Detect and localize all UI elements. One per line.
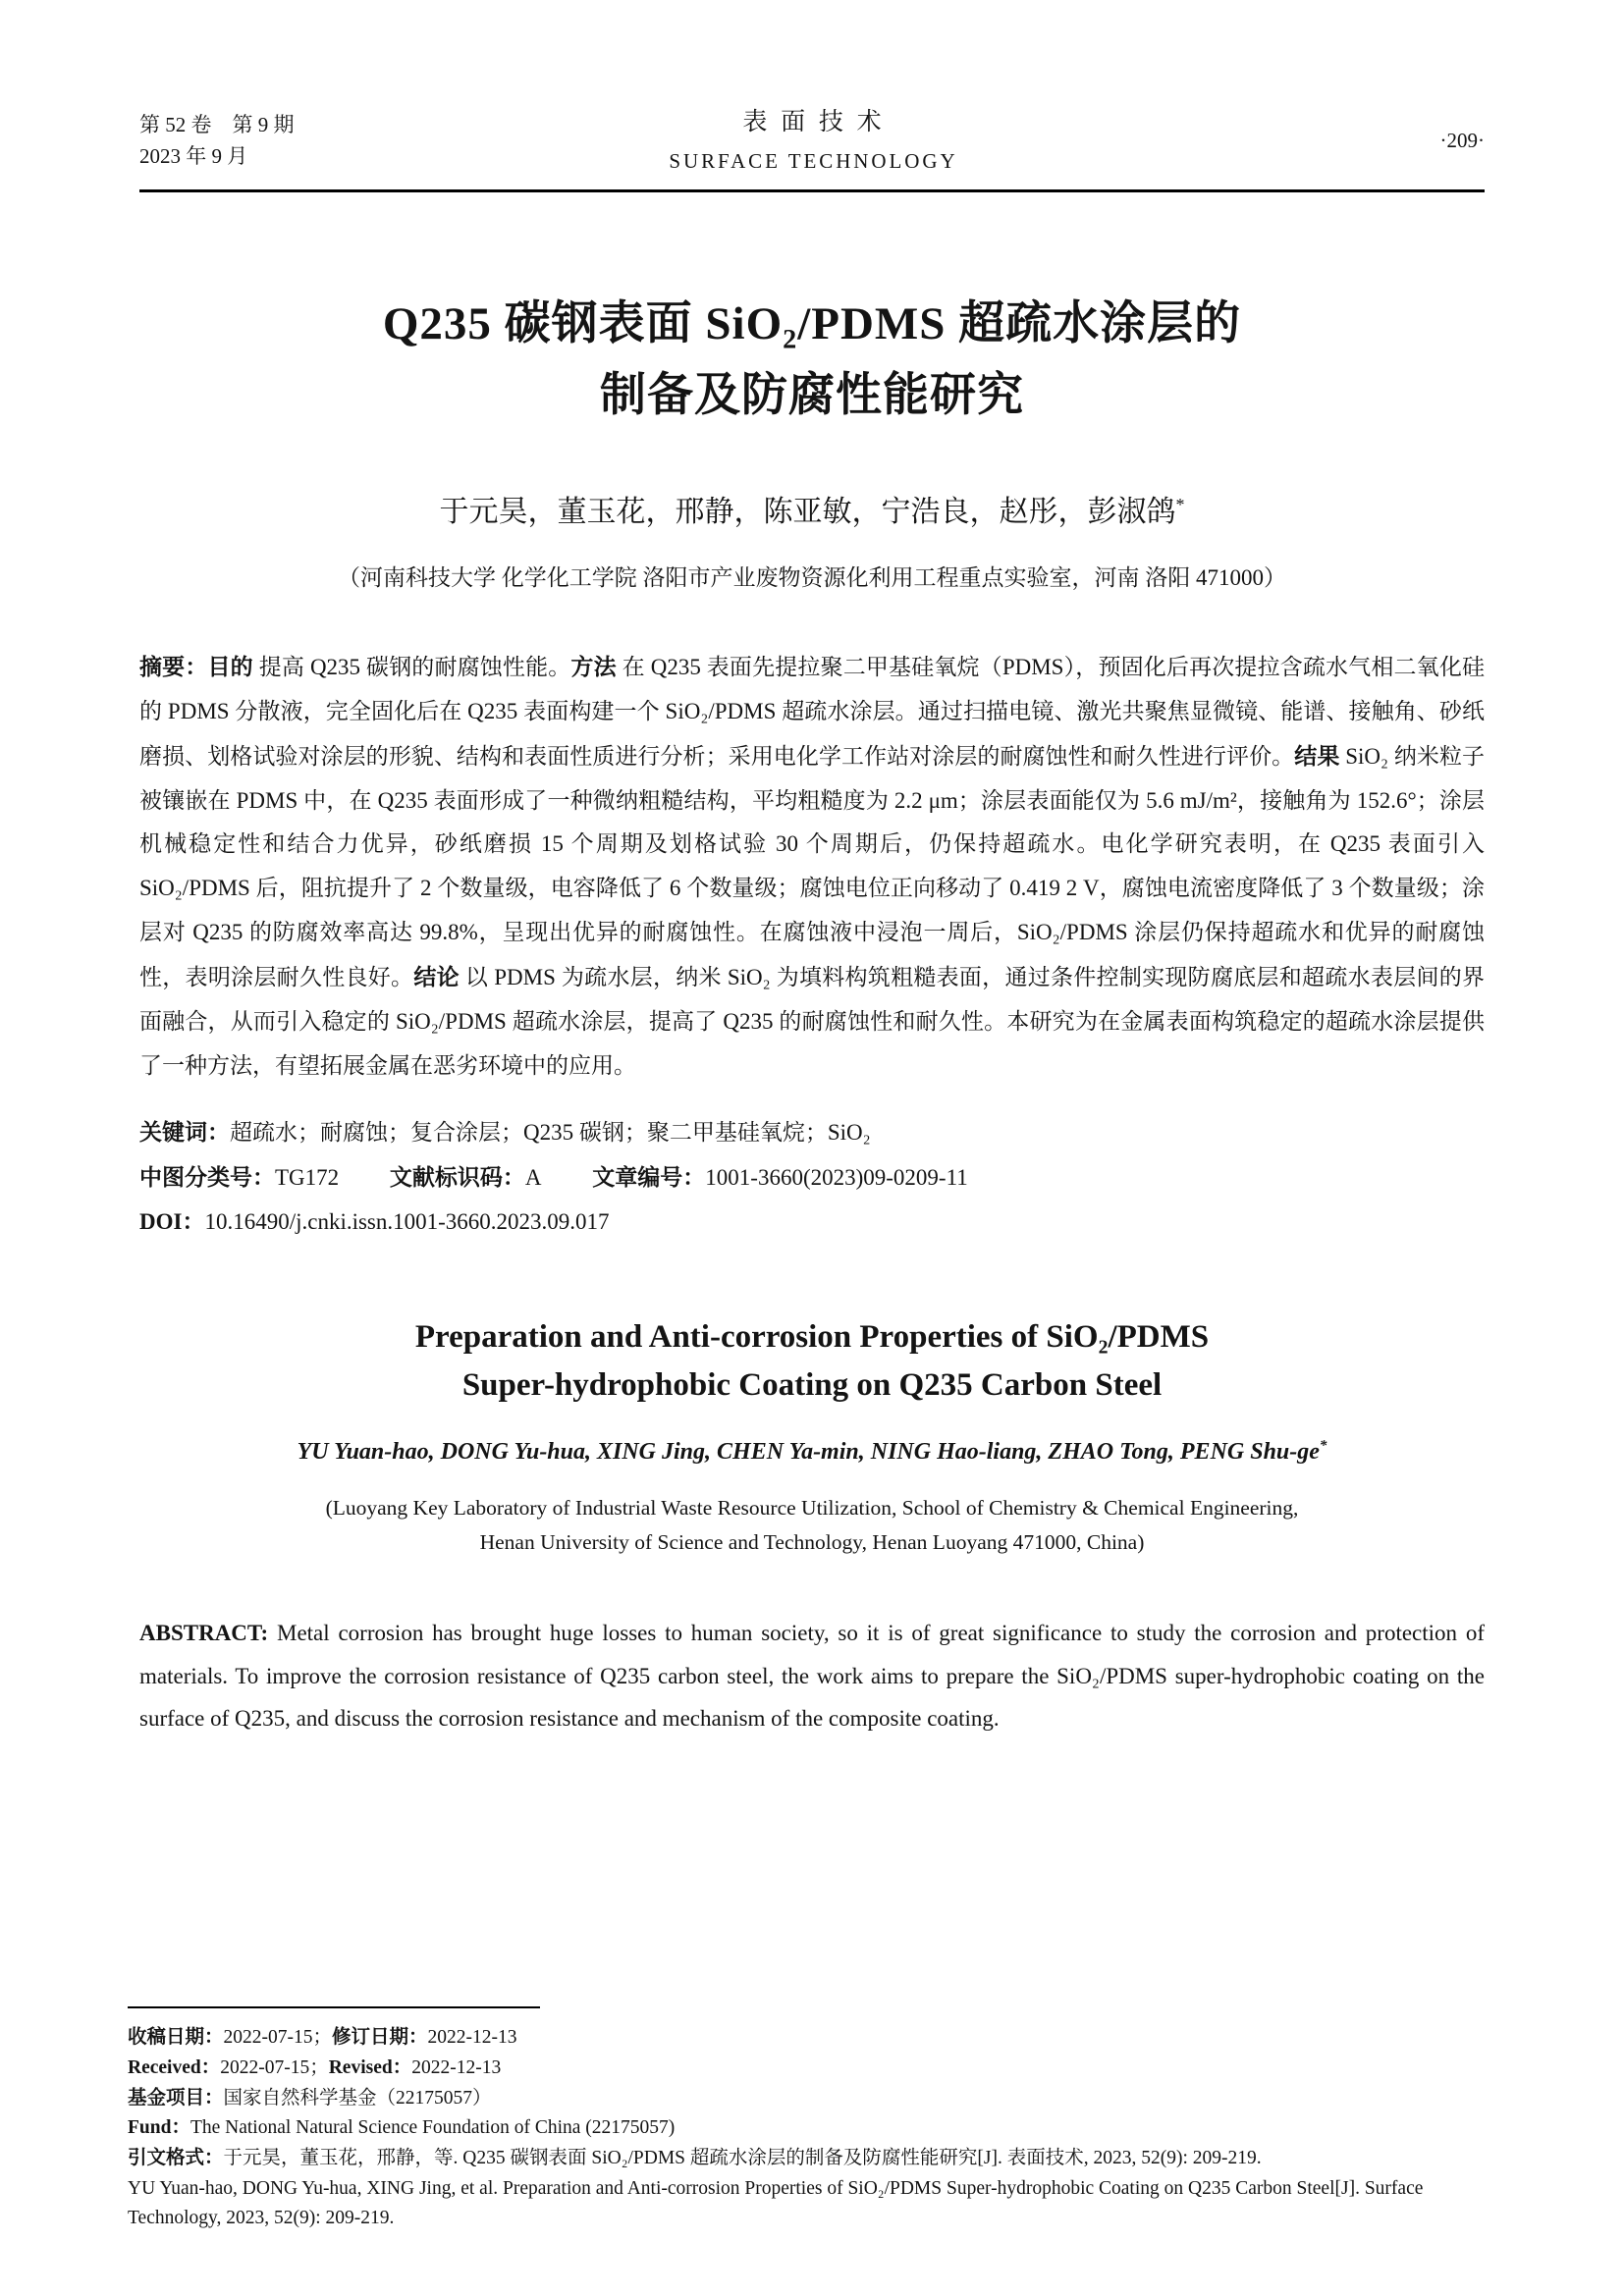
article-title-cn-line2: 制备及防腐性能研究 [600,370,1024,422]
abstract-objective-label: 目的 [207,653,253,679]
fund-line [128,2083,1492,2113]
article-title-cn [139,289,1485,432]
revised-date: 2022-12-13 [427,2027,517,2049]
received-en-label: Received： [128,2056,221,2078]
doi-line [139,1201,1485,1245]
received-revised-line-en [128,2054,1492,2083]
revised-label: 修订日期： [332,2026,428,2049]
received-revised-line [128,2022,1492,2053]
keywords-text: 超疏水；耐腐蚀；复合涂层；Q235 碳钢；聚二甲基硅氧烷；SiO₂ [230,1120,871,1146]
received-label: 收稿日期： [128,2026,224,2049]
abstract-en-label: ABSTRACT: [139,1620,269,1645]
revised-en-label: Revised： [328,2056,412,2078]
abstract-label: 摘要： [139,653,208,679]
received-date: 2022-07-15； [223,2027,333,2049]
abstract-result-label: 结果 [1294,742,1340,769]
affiliation-en-line1: (Luoyang Key Laboratory of Industrial Waste Resource Utilization, School of Chemistry & Chemical Engineering, [325,1495,1299,1520]
header-center [355,104,1269,177]
clc-label: 中图分类号： [139,1164,275,1191]
fund-en-label: Fund： [128,2117,190,2139]
keywords-label: 关键词： [139,1119,230,1146]
revised-en-date: 2022-12-13 [411,2056,502,2078]
abstract-conclusion-label: 结论 [413,963,460,989]
abstract-result-text: SiO₂ 纳米粒子被镶嵌在 PDMS 中，在 Q235 表面形成了一种微纳粗糙结构，平均粗糙度为 2.2 μm；涂层表面能仅为 5.6 mJ/m²，接触角为 152.6°；涂层机械稳定性和结合力优异，砂纸磨损 15 个周期及划格试验 30 个周期后，仍保持超疏水。电化学研究表明，在 Q235 表面引入 SiO₂/PDMS 后，阻抗提升了 2 个数量级，电容降低了 6 个数量级；腐蚀电位正向移动了 0.419 2 V，腐蚀电流密度降低了 3 个数量级；涂层对 Q235 的防腐效率高达 99.8%，呈现出优异的耐腐蚀性。在腐蚀液中浸泡一周后，SiO₂/PDMS 涂层仍保持超疏水和优异的耐腐蚀性，表明涂层耐久性良好。 [139,743,1486,989]
journal-title-cn: 表面技术 [742,109,895,135]
citation-en-text: YU Yuan-hao, DONG Yu-hua, XING Jing, et al. Preparation and Anti-corrosion Properties of SiO₂/PDMS Super-hydrophobic Coating on Q235 Carbon Steel[J]. Surface Technology, 2023, 52(9): 209-219. [128,2177,1424,2228]
volume-issue: 第 52 卷 第 9 期 [139,112,295,136]
corresponding-author-mark-en: * [1319,1437,1327,1454]
authors-cn [139,487,1485,530]
authors-en-names: YU Yuan-hao, DONG Yu-hua, XING Jing, CHEN Ya-min, NING Hao-liang, ZHAO Tong, PENG Shu-ge [297,1438,1320,1465]
issue-date: 2023 年 9 月 [139,144,248,169]
article-number-label: 文章编号： [592,1164,706,1191]
article-title-cn-line1: Q235 碳钢表面 SiO₂/PDMS 超疏水涂层的 [382,298,1242,350]
abstract-cn [139,645,1485,1088]
doi-label: DOI： [139,1209,205,1235]
document-code-value: A [524,1165,542,1191]
affiliation-en-line2: Henan University of Science and Technology, Henan Luoyang 471000, China) [479,1530,1145,1555]
received-en-date: 2022-07-15； [220,2056,329,2078]
affiliation-en [139,1491,1485,1561]
abstract-method-text: 在 Q235 表面先提拉聚二甲基硅氧烷（PDMS），预固化后再次提拉含疏水气相二氧化硅的 PDMS 分散液，完全固化后在 Q235 表面构建一个 SiO₂/PDMS 超疏水涂层。通过扫描电镜、激光共聚焦显微镜、能谱、接触角、砂纸磨损、划格试验对涂层的形貌、结构和表面性质进行分析；采用电化学工作站对涂层的耐腐蚀性和耐久性进行评价。 [139,654,1486,769]
footnote-rule [128,2006,540,2008]
citation-line-en [128,2174,1492,2233]
keywords-line [139,1110,1485,1155]
article-number-value: 1001-3660(2023)09-0209-11 [705,1165,968,1191]
article-title-en-line1: Preparation and Anti-corrosion Properties of SiO₂/PDMS [414,1318,1210,1355]
fund-line-en [128,2113,1492,2143]
affiliation-cn: （河南科技大学 化学化工学院 洛阳市产业废物资源化利用工程重点实验室，河南 洛阳 471000） [338,564,1286,590]
document-code [390,1165,542,1190]
citation-line-cn [128,2143,1492,2173]
corresponding-author-mark: * [1175,494,1185,514]
doi-value: 10.16490/j.cnki.issn.1001-3660.2023.09.017 [204,1209,610,1235]
citation-label: 引文格式： [128,2147,224,2169]
footnote-block [128,2006,1492,2233]
journal-title-en: SURFACE TECHNOLOGY [669,148,958,173]
article-title-en-line2: Super-hydrophobic Coating on Q235 Carbon Steel [461,1367,1163,1404]
page-number: ·209· [1439,128,1485,152]
fund-en-text: The National Natural Science Foundation of China (22175057) [189,2117,676,2139]
authors-cn-names: 于元昊，董玉花，邢静，陈亚敏，宁浩良，赵彤，彭淑鸽 [439,495,1176,528]
abstract-en-text: Metal corrosion has brought huge losses to human society, so it is of great significance to study the corrosion and protection of materials. To improve the corrosion resistance of Q235 carbon steel, the work aims to prepare the SiO₂/PDMS super-hydrophobic coating on the surface of Q235, and discuss the corrosion resistance and mechanism of the composite coating. [139,1620,1485,1732]
authors-en [139,1438,1485,1466]
fund-label: 基金项目： [128,2086,224,2109]
clc-number [139,1165,339,1190]
article-number [592,1165,967,1190]
abstract-en [139,1612,1485,1740]
abstract-method-label: 方法 [570,653,617,679]
header-left [139,109,355,173]
header-rule [139,189,1485,192]
document-code-label: 文献标识码： [389,1164,525,1191]
abstract-objective-text: 提高 Q235 碳钢的耐腐蚀性能。 [252,654,571,679]
article-title-en [139,1313,1485,1411]
fund-text: 国家自然科学基金（22175057） [223,2087,492,2109]
clc-line [139,1155,1485,1201]
citation-cn-text: 于元昊，董玉花，邢静，等. Q235 碳钢表面 SiO₂/PDMS 超疏水涂层的制备及防腐性能研究[J]. 表面技术, 2023, 52(9): 209-219. [223,2148,1262,2169]
clc-value: TG172 [275,1165,340,1191]
abstract-conclusion-text: 以 PDMS 为疏水层，纳米 SiO₂ 为填料构筑粗糙表面，通过条件控制实现防腐底层和超疏水表层间的界面融合，从而引入稳定的 SiO₂/PDMS 超疏水涂层，提高了 Q235 的耐腐蚀性和耐久性。本研究为在金属表面构筑稳定的超疏水涂层提供了一种方法，有望拓展金属在恶劣环境中的应用。 [139,964,1485,1078]
journal-header [139,104,1485,177]
